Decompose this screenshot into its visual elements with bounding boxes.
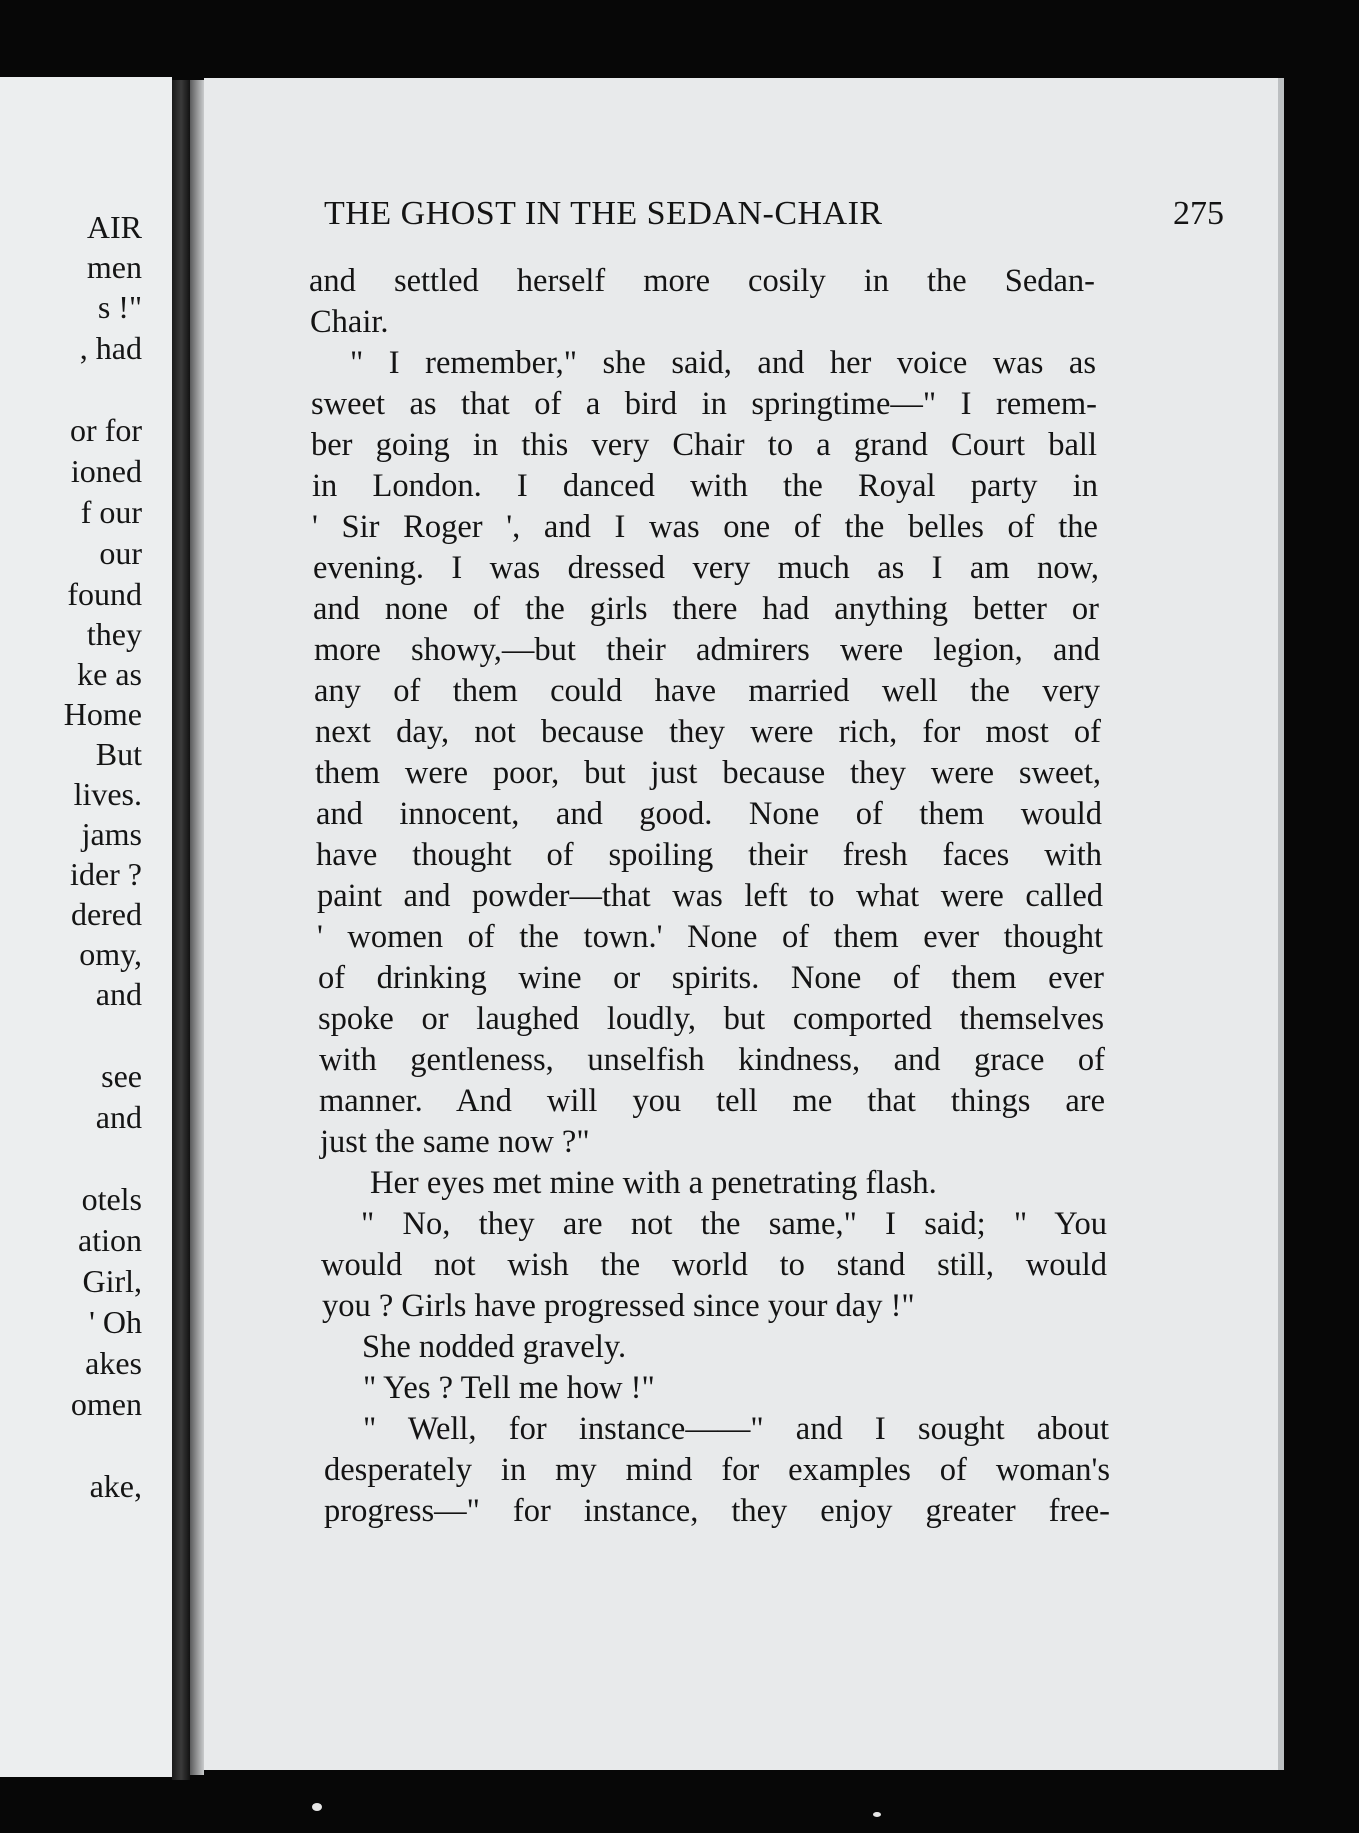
body-line: next day, not because they were rich, for most of xyxy=(315,714,1101,750)
body-line: " Yes ? Tell me how !" xyxy=(363,1370,655,1406)
body-line: more showy,—but their admirers were legion, and xyxy=(314,632,1100,668)
body-line: with gentleness, unselfish kindness, and grace of xyxy=(319,1042,1105,1078)
body-line: them were poor, but just because they were sweet, xyxy=(315,755,1101,791)
left-page-line: found xyxy=(67,576,142,612)
left-page-line: they xyxy=(86,616,142,652)
page-number: 275 xyxy=(1173,195,1224,232)
dust-speck xyxy=(873,1812,881,1817)
left-page-line: jams xyxy=(81,816,142,852)
body-line: have thought of spoiling their fresh faces with xyxy=(316,837,1102,873)
left-page-line: and xyxy=(95,1099,142,1135)
body-line: and innocent, and good. None of them would xyxy=(316,796,1102,832)
left-page-line: f our xyxy=(80,494,142,530)
right-page xyxy=(204,78,1284,1770)
left-page-line: s !" xyxy=(97,289,142,325)
body-line: Chair. xyxy=(310,304,389,340)
body-line: just the same now ?" xyxy=(320,1124,590,1160)
body-line: spoke or laughed loudly, but comported themselves xyxy=(318,1001,1104,1037)
body-line: manner. And will you tell me that things are xyxy=(319,1083,1105,1119)
left-page-line: our xyxy=(99,535,142,571)
dust-speck xyxy=(312,1803,322,1811)
body-line: and settled herself more cosily in the Sedan- xyxy=(309,263,1095,299)
running-head-title: THE GHOST IN THE SEDAN-CHAIR xyxy=(324,195,883,232)
left-page-line: But xyxy=(95,736,142,772)
body-line: " No, they are not the same," I said; " You xyxy=(361,1206,1107,1242)
body-line: evening. I was dressed very much as I am now, xyxy=(313,550,1099,586)
body-line: Her eyes met mine with a penetrating flash. xyxy=(370,1165,937,1201)
left-page-line: omen xyxy=(70,1386,142,1422)
left-page-line: and xyxy=(95,976,142,1012)
left-page xyxy=(0,77,172,1777)
left-page-line: omy, xyxy=(79,936,142,972)
left-page-line: Girl, xyxy=(82,1263,142,1299)
left-page-line: ation xyxy=(78,1222,142,1258)
body-line: of drinking wine or spirits. None of them ever xyxy=(318,960,1104,996)
body-line: progress—" for instance, they enjoy greater free- xyxy=(324,1493,1110,1529)
left-page-line: dered xyxy=(70,896,142,932)
body-line: any of them could have married well the very xyxy=(314,673,1100,709)
body-line: " Well, for instance——" and I sought about xyxy=(363,1411,1109,1447)
body-line: would not wish the world to stand still, would xyxy=(321,1247,1107,1283)
left-page-line: otels xyxy=(81,1181,142,1217)
left-page-line: akes xyxy=(85,1345,142,1381)
left-page-line: ke as xyxy=(77,656,142,692)
left-page-line: Home xyxy=(63,696,142,732)
body-line: ' Sir Roger ', and I was one of the belles of the xyxy=(312,509,1098,545)
left-page-line: ider ? xyxy=(70,856,142,892)
running-head xyxy=(324,195,1224,239)
left-page-line: ' Oh xyxy=(89,1304,142,1340)
left-page-line: or for xyxy=(70,412,142,448)
left-page-line: lives. xyxy=(73,776,142,812)
book-spine xyxy=(172,80,190,1780)
left-page-line: AIR xyxy=(86,209,142,245)
body-line: ' women of the town.' None of them ever thought xyxy=(317,919,1103,955)
body-line: ber going in this very Chair to a grand Court ball xyxy=(311,427,1097,463)
body-line: She nodded gravely. xyxy=(362,1329,627,1365)
body-line: you ? Girls have progressed since your day !" xyxy=(322,1288,915,1324)
body-line: paint and powder—that was left to what were called xyxy=(317,878,1103,914)
body-line: in London. I danced with the Royal party in xyxy=(312,468,1098,504)
left-page-line: see xyxy=(101,1058,142,1094)
body-line: desperately in my mind for examples of woman's xyxy=(324,1452,1110,1488)
left-page-line: ioned xyxy=(70,453,142,489)
body-line: and none of the girls there had anything better or xyxy=(313,591,1099,627)
left-page-line: ake, xyxy=(89,1468,142,1504)
left-page-line: men xyxy=(86,249,142,285)
left-page-line: , had xyxy=(79,330,142,366)
page-gutter xyxy=(190,80,204,1775)
body-line: " I remember," she said, and her voice was as xyxy=(350,345,1096,381)
body-line: sweet as that of a bird in springtime—" I remem- xyxy=(311,386,1097,422)
